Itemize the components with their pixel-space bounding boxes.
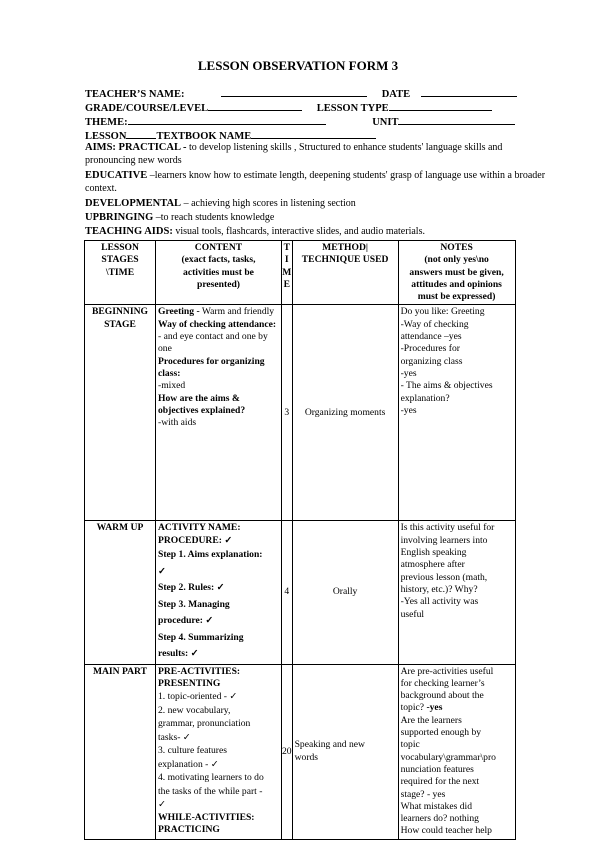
table-header-row: [85, 241, 516, 305]
notes-line: organizing class: [400, 355, 463, 367]
procedures-label: Procedures for organizing class:: [158, 355, 265, 379]
stage-label-line: STAGE: [104, 318, 136, 330]
teacher-name-label: TEACHER’S NAME:: [85, 89, 185, 100]
theme-label: THEME:: [85, 117, 128, 128]
content-main: [156, 664, 282, 839]
notes-line: required for the next: [400, 776, 480, 788]
main-item: 2. new vocabulary,: [158, 704, 231, 716]
header-content-line: presented): [197, 278, 240, 290]
main-item: 3. culture features: [158, 745, 227, 757]
pre-activities-label: PRESENTING: [158, 677, 221, 689]
procedure-label: PROCEDURE: ✓: [158, 534, 233, 546]
aims-practical: [85, 142, 555, 167]
content-warmup: [156, 521, 282, 664]
checking-label: Way of checking attendance:: [158, 318, 277, 330]
main-item: explanation - ✓: [158, 758, 219, 770]
notes-line: supported enough by: [400, 727, 482, 739]
grade-blank[interactable]: [208, 100, 302, 111]
header-notes-line: NOTES: [440, 242, 473, 253]
greeting-text: Warm and friendly: [199, 306, 275, 318]
notes-line: previous lesson (math,: [400, 571, 488, 583]
main-item: 1. topic-oriented - ✓: [158, 691, 238, 703]
notes-yes: -yes: [424, 702, 443, 714]
date-blank[interactable]: [421, 86, 517, 97]
aims-educative-text: –learners know how to estimate length, deepening students' grasp of language use within a broader context.: [85, 170, 546, 194]
stage-warmup: WARM UP: [85, 521, 156, 664]
teacher-name-line: [85, 86, 517, 100]
notes-line: useful: [400, 608, 425, 620]
table-row-beginning: [85, 305, 516, 521]
aims-practical-text: to develop listening skills , Structured to enhance students' language skills and pronouncing new words: [85, 142, 503, 166]
checking-text: - and eye contact and one by one: [158, 331, 268, 355]
page-title: LESSON OBSERVATION FORM 3: [197, 58, 399, 73]
notes-line: -yes: [400, 404, 417, 416]
header-notes-line: answers must be given,: [409, 266, 504, 278]
notes-line: history, etc.)? Why?: [400, 583, 478, 595]
method-line: words: [294, 751, 319, 763]
notes-line: explanation?: [400, 392, 450, 404]
header-notes: [398, 241, 515, 305]
unit-blank[interactable]: [398, 114, 515, 125]
table-row-warmup: [85, 521, 516, 664]
notes-line: How could teacher help: [400, 825, 492, 837]
notes-line: background about the: [400, 690, 484, 702]
header-method-line: METHOD|: [322, 242, 368, 253]
header-content-line: activities must be: [183, 266, 254, 278]
notes-line: English speaking: [400, 547, 467, 559]
teaching-aids-text: visual tools, flashcards, interactive slides, and audio materials.: [172, 226, 425, 237]
header-content: [156, 241, 282, 305]
textbook-label: TEXTBOOK NAME: [156, 131, 252, 142]
header-time-letter: I: [284, 254, 289, 266]
main-item: the tasks of the while part -: [158, 785, 263, 797]
header-content-line: (exact facts, tasks,: [181, 254, 256, 266]
lesson-type-blank[interactable]: [389, 100, 492, 111]
header-stages-line: \TIME: [105, 266, 135, 278]
teaching-aids-label: TEACHING AIDS:: [85, 226, 173, 237]
theme-line: [85, 114, 515, 128]
header-notes-line: must be expressed): [417, 291, 496, 303]
aims-explained-text: -with aids: [158, 417, 197, 429]
lesson-blank[interactable]: [126, 128, 156, 139]
notes-line: Is this activity useful for: [400, 522, 495, 534]
aims-practical-label: AIMS: PRACTICAL -: [85, 142, 187, 153]
notes-line: Are pre-activities useful: [400, 665, 494, 677]
header-time-letter: M: [282, 266, 292, 278]
notes-line: Are the learners: [400, 714, 462, 726]
aims-educative: [85, 170, 555, 195]
notes-line: topic: [400, 739, 420, 751]
notes-line: involving learners into: [400, 534, 488, 546]
aims-educative-label: EDUCATIVE: [85, 170, 148, 181]
notes-line: -Procedures for: [400, 343, 460, 355]
aims-developmental: [85, 198, 555, 211]
notes-line: learners do? nothing: [400, 813, 479, 825]
procedures-text: -mixed: [158, 380, 186, 392]
warmup-step: procedure: ✓: [158, 615, 214, 627]
notes-line: topic?: [400, 702, 425, 714]
teacher-name-blank[interactable]: [221, 86, 367, 97]
textbook-blank[interactable]: [251, 128, 376, 139]
while-activities-label: WHILE-ACTIVITIES:: [158, 811, 255, 823]
main-item: grammar, pronunciation: [158, 718, 251, 730]
grade-label: GRADE/COURSE/LEVEL: [85, 103, 209, 114]
warmup-step: ✓: [158, 565, 167, 577]
header-method-line: TECHNIQUE USED: [301, 254, 389, 266]
observation-table: [84, 240, 516, 840]
aims-upbringing: [85, 212, 555, 225]
content-beginning: [156, 305, 282, 521]
greeting-label: Greeting -: [158, 306, 200, 318]
notes-line: attendance –yes: [400, 331, 462, 343]
table-row-main: [85, 664, 516, 839]
header-stages: [85, 241, 156, 305]
aims-developmental-text: – achieving high scores in listening section: [181, 198, 356, 209]
header-content-line: CONTENT: [194, 242, 243, 253]
activity-name-label: ACTIVITY NAME:: [158, 522, 241, 534]
header-method: [292, 241, 398, 305]
notes-line: - The aims & objectives: [400, 380, 493, 392]
notes-line: -Way of checking: [400, 318, 469, 330]
time-warmup: 4: [282, 521, 293, 664]
main-item: ✓: [158, 799, 167, 811]
date-label: DATE: [381, 89, 411, 100]
warmup-step: Step 4. Summarizing: [158, 631, 244, 643]
lesson-type-label: LESSON TYPE: [316, 103, 389, 114]
notes-line: -yes: [400, 367, 417, 379]
aims-upbringing-text: –to reach students knowledge: [153, 212, 275, 223]
warmup-step: results: ✓: [158, 648, 199, 660]
notes-beginning: [398, 305, 515, 521]
method-main: [292, 664, 398, 839]
notes-main: [398, 664, 515, 839]
main-item: tasks- ✓: [158, 731, 191, 743]
time-main: 20: [282, 664, 293, 839]
unit-label: UNIT: [372, 117, 399, 128]
method-line: Speaking and new: [294, 739, 365, 751]
theme-blank[interactable]: [128, 114, 326, 125]
aims-developmental-label: DEVELOPMENTAL: [85, 198, 182, 209]
notes-line: for checking learner’s: [400, 677, 485, 689]
aims-upbringing-label: UPBRINGING: [85, 212, 154, 223]
aims-explained-label: How are the aims & objectives explained?: [158, 392, 246, 416]
grade-line: [85, 100, 492, 114]
header-stages-line: LESSON: [101, 242, 139, 253]
header-time: [282, 241, 293, 305]
header-time-letter: T: [283, 242, 290, 253]
notes-line: Do you like: Greeting: [400, 306, 485, 318]
stage-beginning: [85, 305, 156, 521]
header-notes-line: attitudes and opinions: [411, 278, 502, 290]
stage-label-line: BEGINNING: [92, 306, 148, 318]
stage-main: MAIN PART: [85, 664, 156, 839]
warmup-step: Step 2. Rules: ✓: [158, 582, 225, 594]
notes-line: vocabulary\grammar\pro: [400, 751, 496, 763]
notes-warmup: [398, 521, 515, 664]
notes-line: nunciation features: [400, 763, 474, 775]
method-beginning: Organizing moments: [292, 305, 398, 521]
notes-line: -Yes all activity was: [400, 596, 479, 608]
lesson-label: LESSON: [85, 131, 127, 142]
warmup-step: Step 1. Aims explanation:: [158, 549, 263, 561]
method-warmup: Orally: [292, 521, 398, 664]
header-notes-line: (not only yes\no: [424, 254, 489, 266]
lesson-line: [85, 128, 376, 142]
warmup-step: Step 3. Managing: [158, 598, 230, 610]
pre-activities-label: PRE-ACTIVITIES:: [158, 665, 241, 677]
notes-line: stage? - yes: [400, 788, 446, 800]
header-time-letter: E: [283, 278, 290, 290]
while-activities-label: PRACTICING: [158, 823, 220, 835]
time-beginning: 3: [282, 305, 293, 521]
header-stages-line: STAGES: [101, 254, 139, 266]
main-item: 4. motivating learners to do: [158, 772, 264, 784]
notes-line: atmosphere after: [400, 559, 465, 571]
notes-line: What mistakes did: [400, 800, 472, 812]
teaching-aids: [85, 226, 555, 239]
